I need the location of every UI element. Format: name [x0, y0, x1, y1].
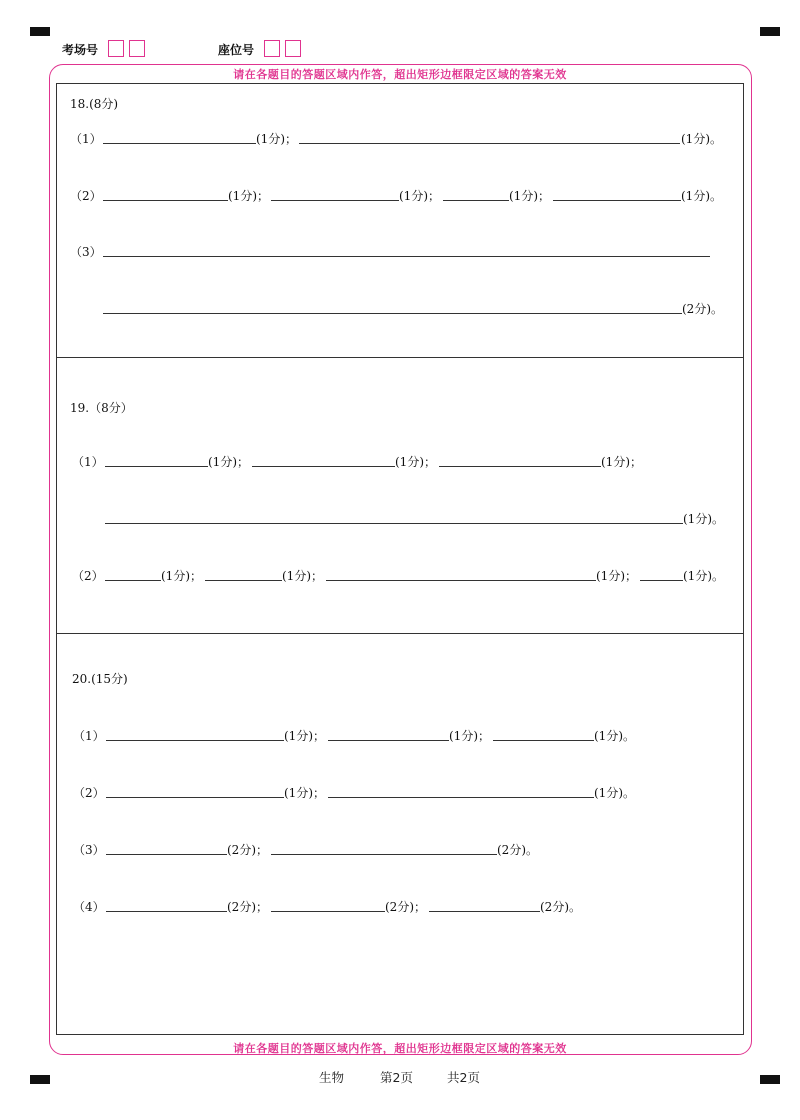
q19-title: 19.（8分） — [70, 401, 133, 415]
answer-blank[interactable] — [106, 797, 284, 798]
answer-blank[interactable] — [271, 200, 399, 201]
notice-top: 请在各题目的答题区域内作答，超出矩形边框限定区域的答案无效 — [233, 68, 567, 81]
q18-part3-cont — [70, 300, 730, 316]
answer-blank[interactable] — [103, 143, 256, 144]
answer-blank[interactable] — [429, 911, 540, 912]
score-label: (1分)； — [161, 569, 202, 583]
section-divider-1 — [56, 357, 744, 358]
score-label: (2分)； — [385, 900, 426, 914]
answer-blank[interactable] — [328, 797, 594, 798]
exam-room-box-2[interactable] — [129, 40, 145, 57]
answer-blank[interactable] — [106, 854, 227, 855]
score-label: (2分)； — [227, 900, 268, 914]
score-label: (1分)； — [395, 455, 436, 469]
score-label: (1分)； — [256, 132, 297, 146]
score-label: (2分)。 — [497, 843, 538, 857]
score-label: (1分)； — [284, 729, 325, 743]
answer-area — [56, 83, 744, 1035]
registration-mark-top-right — [760, 27, 780, 36]
score-label: (1分)。 — [681, 189, 722, 203]
q18-part3 — [70, 243, 730, 259]
answer-blank[interactable] — [439, 466, 601, 467]
answer-blank[interactable] — [105, 523, 683, 524]
answer-blank[interactable] — [106, 740, 284, 741]
q20-part2 — [73, 784, 733, 800]
answer-blank[interactable] — [103, 313, 682, 314]
score-label: (2分)； — [227, 843, 268, 857]
registration-mark-bottom-right — [760, 1075, 780, 1084]
part-label: （3） — [73, 843, 105, 857]
answer-blank[interactable] — [493, 740, 594, 741]
part-label: （2） — [70, 189, 102, 203]
q20-title: 20.(15分) — [72, 672, 128, 686]
part-label: （3） — [70, 245, 102, 259]
answer-blank[interactable] — [105, 580, 161, 581]
q19-part1-cont — [72, 510, 732, 526]
q20-part1 — [73, 727, 733, 743]
score-label: (1分)； — [601, 455, 642, 469]
registration-mark-bottom-left — [30, 1075, 50, 1084]
score-label: (1分)； — [208, 455, 249, 469]
score-label: (1分)； — [282, 569, 323, 583]
score-label: (2分)。 — [540, 900, 581, 914]
score-label: (1分)； — [596, 569, 637, 583]
part-label: （2） — [73, 786, 105, 800]
seat-box-2[interactable] — [285, 40, 301, 57]
part-label: （1） — [70, 132, 102, 146]
q18-part1 — [70, 130, 730, 146]
q19-part2 — [72, 567, 732, 583]
q18-part2 — [70, 187, 730, 203]
q20-part3 — [73, 841, 733, 857]
answer-blank[interactable] — [252, 466, 395, 467]
score-label: (1分)。 — [683, 512, 724, 526]
score-label: (1分)。 — [594, 786, 635, 800]
part-label: （2） — [72, 569, 104, 583]
exam-room-box-1[interactable] — [108, 40, 124, 57]
answer-blank[interactable] — [326, 580, 596, 581]
answer-blank[interactable] — [443, 200, 509, 201]
section-divider-2 — [56, 633, 744, 634]
answer-blank[interactable] — [299, 143, 680, 144]
score-label: (2分)。 — [682, 302, 723, 316]
answer-blank[interactable] — [271, 854, 497, 855]
answer-blank[interactable] — [103, 200, 228, 201]
score-label: (1分)； — [284, 786, 325, 800]
part-label: （1） — [73, 729, 105, 743]
answer-blank[interactable] — [103, 256, 710, 257]
q19-part1 — [72, 453, 732, 469]
answer-blank[interactable] — [105, 466, 208, 467]
score-label: (1分)。 — [681, 132, 722, 146]
seat-label: 座位号 — [218, 43, 255, 57]
notice-bottom: 请在各题目的答题区域内作答，超出矩形边框限定区域的答案无效 — [233, 1042, 567, 1055]
q18-title: 18.(8分) — [70, 97, 119, 111]
score-label: (1分)； — [399, 189, 440, 203]
answer-blank[interactable] — [106, 911, 227, 912]
registration-mark-top-left — [30, 27, 50, 36]
footer-subject: 生物 — [319, 1070, 345, 1085]
answer-blank[interactable] — [205, 580, 282, 581]
part-label: （1） — [72, 455, 104, 469]
footer-total-pages: 共2页 — [447, 1070, 480, 1085]
part-label: （4） — [73, 900, 105, 914]
answer-blank[interactable] — [640, 580, 683, 581]
answer-blank[interactable] — [553, 200, 681, 201]
score-label: (1分)； — [449, 729, 490, 743]
score-label: (1分)； — [509, 189, 550, 203]
score-label: (1分)。 — [594, 729, 635, 743]
score-label: (1分)； — [228, 189, 269, 203]
footer-page-number: 第2页 — [380, 1070, 413, 1085]
exam-room-label: 考场号 — [62, 43, 99, 57]
q20-part4 — [73, 898, 733, 914]
answer-blank[interactable] — [271, 911, 385, 912]
seat-box-1[interactable] — [264, 40, 280, 57]
answer-blank[interactable] — [328, 740, 449, 741]
score-label: (1分)。 — [683, 569, 724, 583]
